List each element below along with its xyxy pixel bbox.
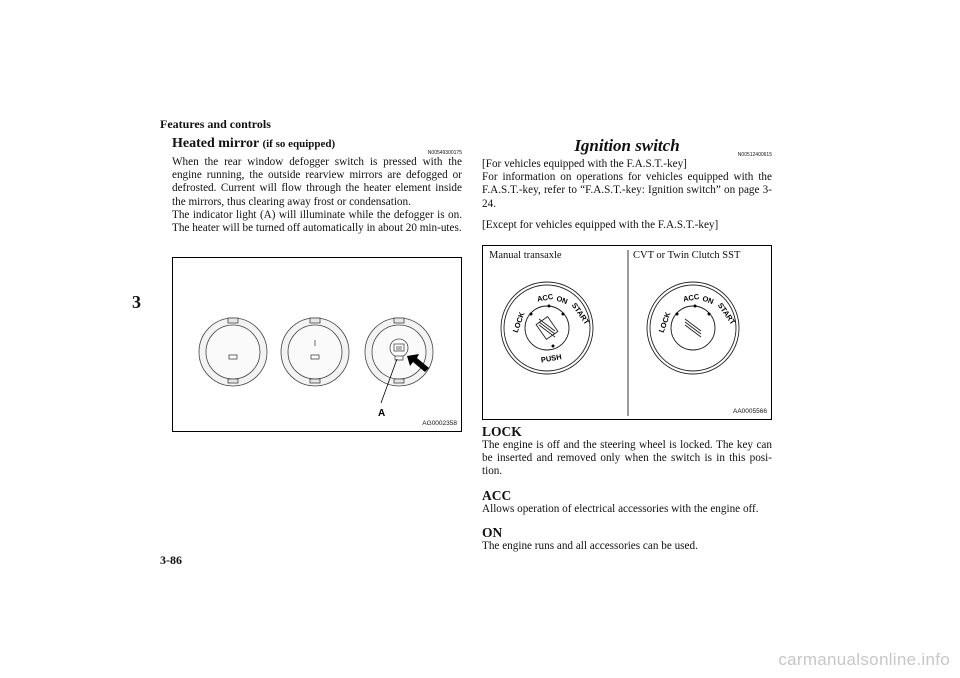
ignition-terms bbox=[482, 424, 772, 553]
ignition-figure-code: AA0005566 bbox=[733, 408, 767, 415]
heated-mirror-code: N00549300175 bbox=[427, 150, 462, 156]
left-start-label: START bbox=[569, 301, 592, 327]
left-push-label: PUSH bbox=[540, 352, 563, 365]
ignition-code: N00512400615 bbox=[737, 152, 772, 158]
right-lock-label: LOCK bbox=[656, 310, 673, 334]
watermark: carmanualsonline.info bbox=[778, 650, 950, 669]
ignition-switch-figure bbox=[482, 245, 772, 420]
defogger-switch-figure bbox=[172, 257, 462, 432]
term-acc-title: ACC bbox=[482, 487, 512, 503]
term-on-desc: The engine runs and all accessories can be used. bbox=[482, 539, 698, 552]
left-acc-label: ACC bbox=[536, 291, 554, 304]
term-lock-desc: The engine is off and the steering wheel is locked. The key can be inserted and removed only when the switch is in this posi-tion. bbox=[482, 439, 772, 478]
cvt-label: CVT or Twin Clutch SST bbox=[633, 250, 741, 261]
ignition-switch-illustration bbox=[483, 246, 773, 421]
heated-mirror-paragraph-1: When the rear window defogger switch is pressed with the engine running, the outside rearview mirrors are defogged or defrosted. Current will flow through the heater element inside the mirrors, thus clearing away frost or condensation. bbox=[172, 156, 462, 208]
term-lock-title: LOCK bbox=[482, 424, 522, 439]
ignition-intro-1: [For vehicles equipped with the F.A.S.T.-key] bbox=[482, 158, 687, 170]
right-acc-label: ACC bbox=[682, 291, 700, 304]
left-on-label: ON bbox=[555, 293, 569, 307]
term-acc-desc: Allows operation of electrical accessories with the engine off. bbox=[482, 502, 759, 515]
left-lock-label: LOCK bbox=[510, 310, 527, 334]
figure-code: AG0002358 bbox=[422, 420, 457, 427]
right-start-label: START bbox=[715, 301, 738, 327]
right-on-label: ON bbox=[701, 293, 715, 307]
ignition-intro-2: For information on operations for vehicles equipped with the F.A.S.T.-key, refer to “F.A.S.T.-key: Ignition switch” on page 3-24. bbox=[482, 171, 772, 210]
heated-mirror-paragraph-2: The indicator light (A) will illuminate while the defogger is on. The heater will be turned off automatically in about 20 min-utes. bbox=[172, 208, 462, 235]
heated-mirror-title-suffix: (if so equipped) bbox=[262, 138, 336, 150]
term-on-title: ON bbox=[482, 524, 503, 540]
page-number: 3-86 bbox=[160, 553, 182, 567]
manual-transaxle-label: Manual transaxle bbox=[489, 250, 562, 261]
ignition-section bbox=[482, 136, 772, 232]
defogger-switch-illustration bbox=[173, 258, 463, 433]
ignition-intro-3: [Except for vehicles equipped with the F.A.S.T.-key] bbox=[482, 218, 719, 231]
callout-a-label: A bbox=[378, 408, 386, 419]
ignition-heading: Ignition switch bbox=[574, 136, 680, 155]
heated-mirror-title: Heated mirror bbox=[172, 136, 259, 151]
chapter-number: 3 bbox=[132, 292, 141, 312]
heated-mirror-section bbox=[172, 136, 462, 235]
section-header: Features and controls bbox=[160, 117, 271, 131]
